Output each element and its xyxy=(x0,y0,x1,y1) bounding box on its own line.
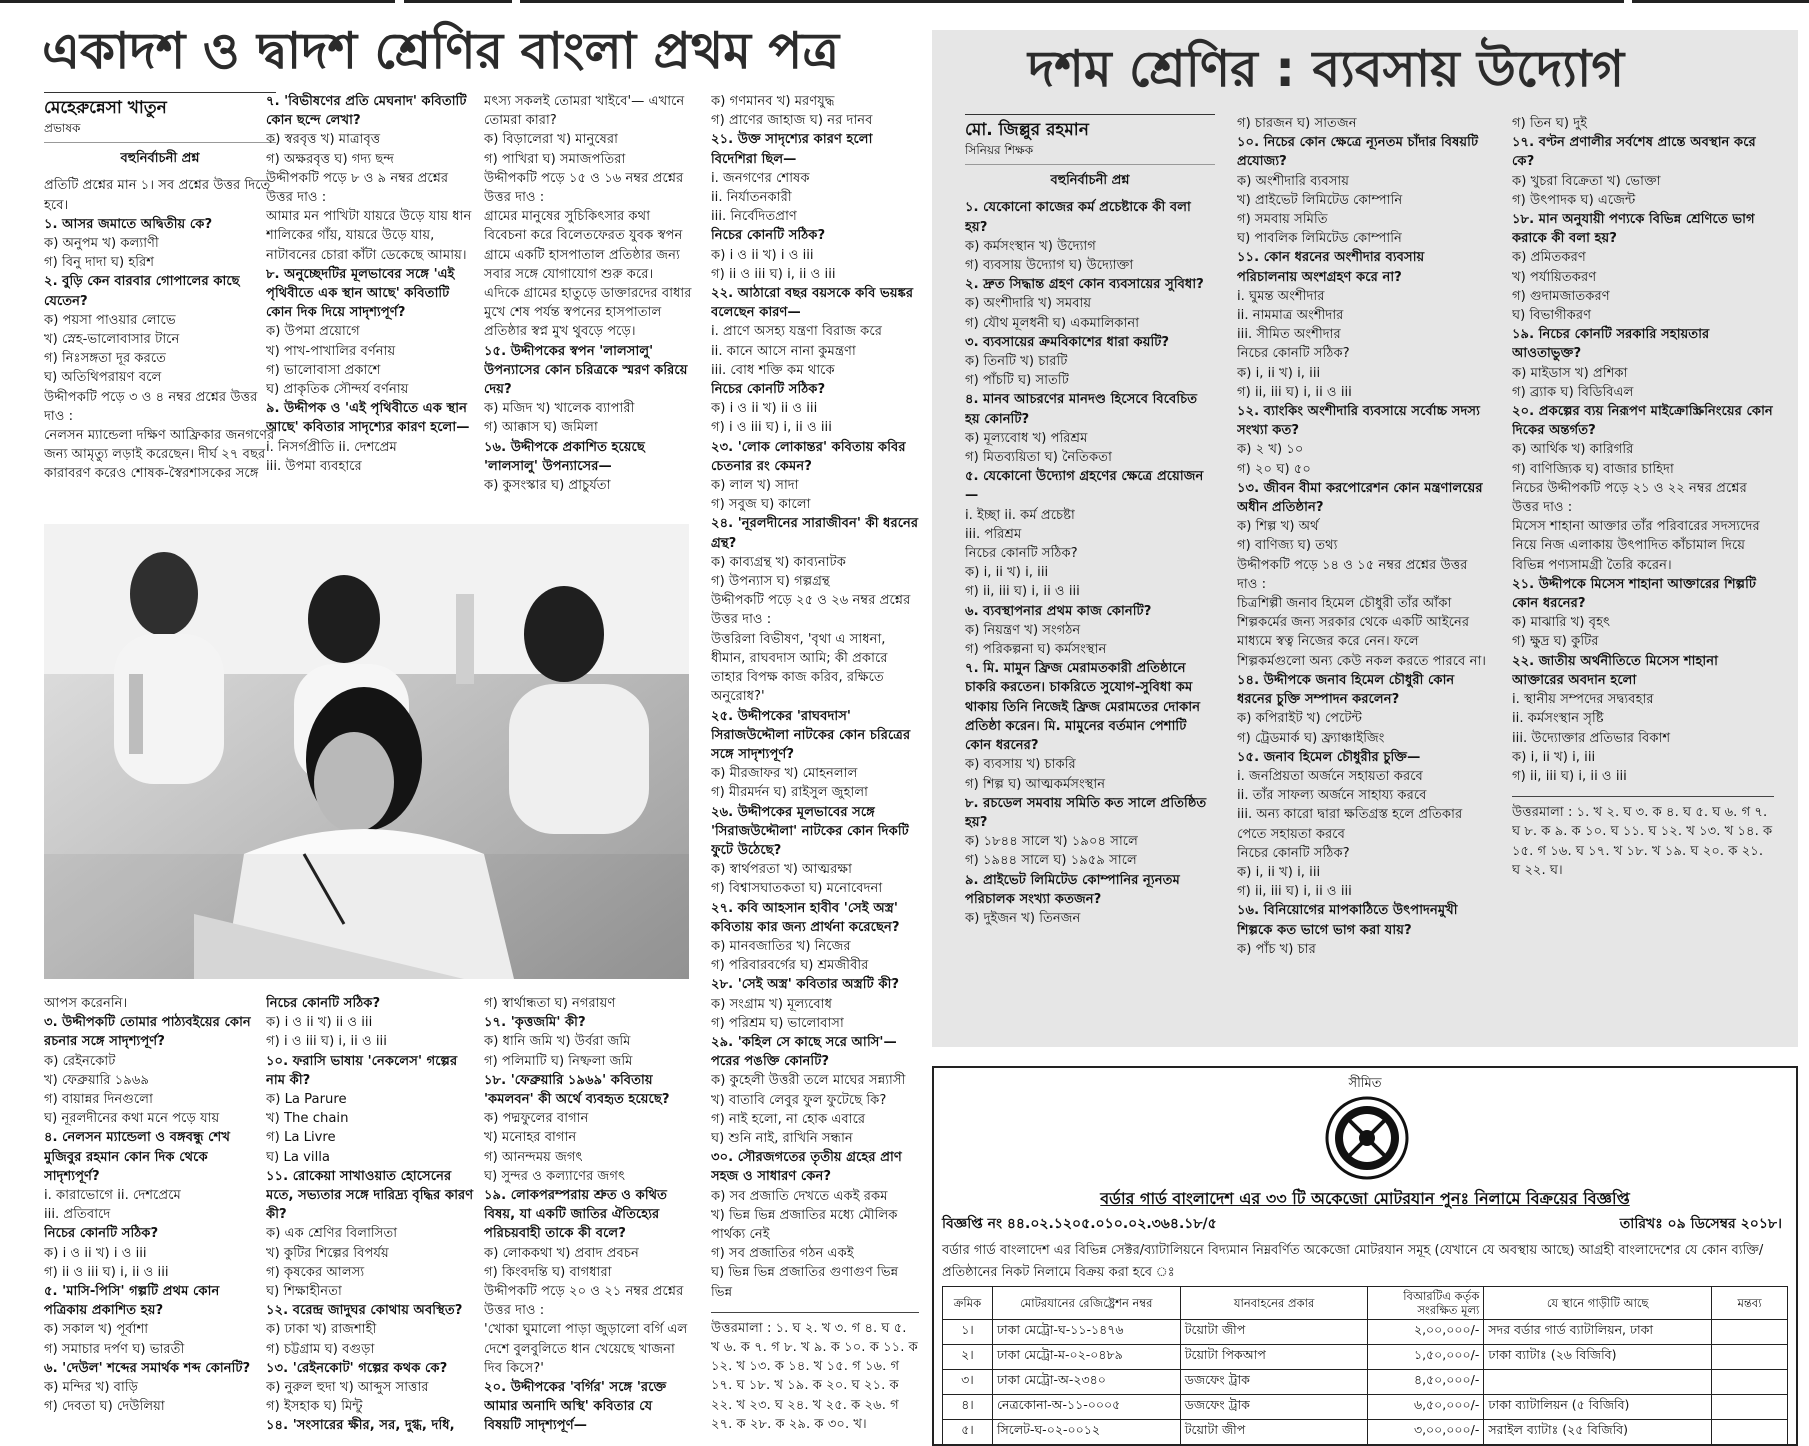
text-line: গ) ব্র্যাক ঘ) বিডিবিএল xyxy=(1512,384,1634,400)
text-line: ii. নামমাত্র অংশীদার xyxy=(1237,308,1344,324)
question-line: ৩. ব্যবসায়ের ক্রমবিকাশের ধারা কয়টি? xyxy=(965,334,1170,350)
text-line: ক) i, ii খ) i, iii xyxy=(1237,864,1321,880)
text-line: গ) পাখিরা ঘ) সমাজপতিরা xyxy=(484,151,626,167)
text-line: গ) সব প্রজাতির গঠন একই xyxy=(711,1246,854,1262)
vehicle-table xyxy=(942,1286,1788,1445)
text-line: গ) ২০ ঘ) ৫০ xyxy=(1237,461,1311,477)
bangla-author-role: প্রভাষক xyxy=(44,119,276,143)
text-line: ক) মাইডাস খ) প্রশিকা xyxy=(1512,365,1628,381)
header-location: যে স্থানে গাড়ীটি আছে xyxy=(1484,1287,1712,1320)
text-line: ক) মজিদ খ) খালেক ব্যাপারী xyxy=(484,401,635,417)
text-line: ক) মীরজাফর খ) মোহনলাল xyxy=(711,766,858,782)
text-line: গ) বায়ান্নর দিনগুলো xyxy=(44,1092,153,1108)
text-line: গ) ক্ষুদ্র ঘ) কুটির xyxy=(1512,634,1599,650)
vehicle-row xyxy=(943,1370,1788,1395)
row-vehicle-type: ডজফেং ট্রাক xyxy=(1180,1395,1368,1420)
question-line: ১৬. উদ্দীপকে প্রকাশিত হয়েছে 'লালসালু' উপন্যাসের— xyxy=(484,439,645,474)
business-column-2 xyxy=(1237,114,1489,1044)
question-line: ১৯. লোকপরম্পরায় শ্রুত ও কথিত বিষয়, যা একটি জাতির ঐতিহ্যের পরিচয়বাহী তাকে কী বলে? xyxy=(484,1188,668,1242)
question-line: ১. যেকোনো কাজের কর্ম প্রচেষ্টাকে কী বলা হয়? xyxy=(965,200,1191,235)
text-line: ক) ২ খ) ১০ xyxy=(1237,442,1304,458)
question-line: ৫. 'মাসি-পিসি' গল্পটি প্রথম কোন পত্রিকায় প্রকাশিত হয়? xyxy=(44,1284,220,1319)
text-line: ক) ঢাকা খ) রাজশাহী xyxy=(266,1322,377,1338)
text-line: গ) চারজন ঘ) সাতজন xyxy=(1237,116,1357,131)
row-price: ২,০০,০০০/- xyxy=(1368,1320,1484,1345)
vehicle-row xyxy=(943,1345,1788,1370)
text-line: খ) পর্যায়িতকরণ xyxy=(1512,269,1597,285)
text-line: গ) ii, iii ঘ) i, ii ও iii xyxy=(1237,384,1352,400)
text-line: খ) পাখ-পাখালির বর্ণনায় xyxy=(266,343,396,359)
text-line: আপস করেননি। xyxy=(44,996,128,1011)
text-line: নিচের কোনটি সঠিক? xyxy=(1237,845,1350,861)
text-line: ঘ) অতিথিপরায়ণ বলে xyxy=(44,370,162,386)
text-line: গ) পাঁচটি ঘ) সাতটি xyxy=(965,373,1069,389)
text-line: খ) ফেব্রুয়ারি ১৯৬৯ xyxy=(44,1072,150,1088)
notice-date: তারিখঃ ০৯ ডিসেম্বর ২০১৮। xyxy=(1619,1216,1782,1232)
question-line: ১৪. 'সংসারের ক্ষীর, সর, দুগ্ধ, দধি, xyxy=(266,1418,455,1434)
text-line: ঘ) শুনি নাই, রাখিনি সন্ধান xyxy=(711,1130,853,1146)
text-line: ক) পাঁচ খ) চার xyxy=(1237,941,1316,957)
question-line: নিচের কোনটি সঠিক? xyxy=(711,382,826,398)
text-line: ক) উপমা প্রয়োগে xyxy=(266,324,360,340)
text-line: ঘ) বিভাগীকরণ xyxy=(1512,308,1592,324)
row-price: ১,৫০,০০০/- xyxy=(1368,1345,1484,1370)
question-line: ২০. উদ্দীপকের 'বর্গির' সঙ্গে 'রক্তে আমার অনাদি অস্থি' কবিতার যে বিষয়টি সাদৃশ্যপূর্ণ— xyxy=(484,1380,667,1434)
text-line: গ) স্বার্থান্ধতা ঘ) নগরায়ণ xyxy=(484,996,616,1011)
text-line: উদ্দীপকটি পড়ে ২৫ ও ২৬ নম্বর প্রশ্নের উত্তর দাও : xyxy=(711,593,911,628)
text-line: চিত্রশিল্পী জনাব হিমেল চৌধুরী তাঁর আঁকা শিল্পকর্মের জন্য সরকার থেকে একটি আইনের মাধ্যমে স্বত্ব নিজের করে নেন। ফলে শিল্পকর্মগুলো অন্য কেউ নকল করতে পারবে না। xyxy=(1237,596,1486,669)
bgb-emblem-icon xyxy=(1323,1094,1411,1182)
question-line: ২৬. উদ্দীপকের মূলভাবের সঙ্গে 'সিরাজউদ্দৌলা' নাটকের কোন দিকটি ফুটে উঠেছে? xyxy=(711,804,909,858)
row-location: সদর বর্ডার গার্ড ব্যাটালিয়ন, ঢাকা xyxy=(1484,1320,1712,1345)
text-line: ক) তিনটি খ) চারটি xyxy=(965,354,1068,370)
vehicle-table-header xyxy=(943,1287,1788,1320)
text-line: ক) স্বরবৃত্ত খ) মাত্রাবৃত্ত xyxy=(266,132,381,148)
row-vehicle-type: টয়োটা জীপ xyxy=(1180,1320,1368,1345)
bangla-column-2-bottom xyxy=(266,994,474,1446)
text-line: ক) পয়সা পাওয়ার লোভে xyxy=(44,312,176,328)
text-line: উদ্দীপকটি পড়ে ১৫ ও ১৬ নম্বর প্রশ্নের উত্তর দাও : xyxy=(484,170,684,206)
bangla-column-3 xyxy=(484,92,692,522)
text-line: গ) বাণিজ্য ঘ) তথ্য xyxy=(1237,538,1338,554)
text-line: গ) নিঃসঙ্গতা দূর করতে xyxy=(44,351,167,367)
question-line: ১৯. নিচের কোনটি সরকারি সহায়তার আওতাভুক্ত? xyxy=(1512,327,1710,362)
row-remarks xyxy=(1712,1395,1788,1420)
text-line: ঘ) শিক্ষাহীনতা xyxy=(266,1284,342,1300)
text-line: গ) আনন্দময় জগৎ xyxy=(484,1149,583,1165)
question-line: ২৩. 'লোক লোকান্তর' কবিতায় কবির চেতনার রং কেমন? xyxy=(711,439,906,474)
text-line: গ) ইসহাক ঘ) মিন্টু xyxy=(266,1399,363,1415)
notice-reference: বিজ্ঞপ্তি নং ৪৪.০২.১২০৫.০১০.০২.৩৬৪.১৮/৫ xyxy=(942,1216,1217,1232)
question-line: ১৪. উদ্দীপকে জনাব হিমেল চৌধুরী কোন ধরনের চুক্তি সম্পাদন করলেন? xyxy=(1237,672,1455,708)
notice-heading: বর্ডার গার্ড বাংলাদেশ এর ৩৩ টি অকেজো মোটরযান পুনঃ নিলামে বিক্রয়ের বিজ্ঞপ্তি xyxy=(1100,1189,1630,1208)
text-line: গ) সবুজ ঘ) কালো xyxy=(711,497,811,513)
question-line: ১০. নিচের কোন ক্ষেত্রে ন্যূনতম চাঁদার বিষয়টি প্রযোজ্য? xyxy=(1237,135,1479,170)
business-author: মো. জিল্লুর রহমান xyxy=(965,114,1215,141)
text-line: ক) সব প্রজাতি দেখতে একই রকম xyxy=(711,1188,888,1204)
text-line: গ) ভালোবাসা প্রকাশে xyxy=(266,362,381,378)
question-line: ২৯. 'কহিল সে কাছে সরে আসি'—পরের পঙক্তি কোনটি? xyxy=(711,1034,897,1070)
question-line: ১৮. 'ফেব্রুয়ারি ১৯৬৯' কবিতায় 'কমলবন' কী অর্থে ব্যবহৃত হয়েছে? xyxy=(484,1072,670,1108)
question-line: ২২. জাতীয় অর্থনীতিতে মিসেস শাহানা আক্তারের অবদান হলো xyxy=(1512,653,1718,688)
text-line: গ) ii ও iii ঘ) i, ii ও iii xyxy=(711,266,836,282)
text-line: ক) অংশীদারি খ) সমবায় xyxy=(965,296,1092,312)
text-line: গ) কৃষকের আলস্য xyxy=(266,1264,365,1280)
business-author-role: সিনিয়র শিক্ষক xyxy=(965,141,1215,165)
header-serial: ক্রমিক xyxy=(943,1287,993,1320)
question-line: ২১. উদ্দীপকে মিসেস শাহানা আক্তারের শিল্পটি কোন ধরনের? xyxy=(1512,576,1757,612)
question-line: নিচের কোনটি সঠিক? xyxy=(44,1226,159,1242)
text-line: ক) খুচরা বিক্রেতা খ) ভোক্তা xyxy=(1512,173,1661,189)
text-line: ক) i ও ii খ) i ও iii xyxy=(44,1245,147,1261)
notice-top-label: সীমিত xyxy=(1348,1076,1382,1091)
bgb-auction-notice xyxy=(932,1066,1798,1446)
text-line: ক) লোককথা খ) প্রবাদ প্রবচন xyxy=(484,1245,639,1261)
text-line: গ) পরিবারবর্গের ঘ) শ্রমজীবীর xyxy=(711,958,869,974)
question-line: নিচের কোনটি সঠিক? xyxy=(711,228,826,244)
text-line: গ) ii, iii ঘ) i, ii ও iii xyxy=(965,584,1080,600)
bangla-column-2 xyxy=(266,92,476,522)
row-serial: ৪। xyxy=(943,1395,993,1420)
answer-key: উত্তরমালা : ১. ঘ ২. খ ৩. গ ৪. ঘ ৫. খ ৬. ক ৭. গ ৮. খ ৯. ক ১০. ক ১১. ক ১২. খ ১৩. ক ১৪. খ ১৫. গ ১৬. গ ১৭. ঘ ১৮. খ ১৯. ক ২০. ঘ ২১. ক ২২. খ ২৩. ঘ ২৪. খ ২৫. ক ২৬. গ ২৭. ক ২৮. ক ২৯. ক ৩০. খ। xyxy=(711,1312,919,1434)
text-line: খ) স্নেহ-ভালোবাসার টানে xyxy=(44,332,180,348)
bangla-section-title: একাদশ ও দ্বাদশ শ্রেণির বাংলা প্রথম পত্র xyxy=(42,22,840,80)
question-line: ১৭. 'কৃত্তজমি' কী? xyxy=(484,1015,586,1031)
text-line: i. নিসর্গপ্রীতি ii. দেশপ্রেম xyxy=(266,439,397,455)
row-serial: ১। xyxy=(943,1320,993,1345)
text-line: ক) সংগ্রাম খ) মূল্যবোধ xyxy=(711,996,832,1012)
text-line: গ) বিশ্বাসঘাতকতা ঘ) মনোবেদনা xyxy=(711,881,883,897)
text-line: ক) পদ্মফুলের বাগান xyxy=(484,1111,589,1127)
text-line: ক) i ও ii খ) i ও iii xyxy=(711,247,814,263)
text-line: ক) i ও ii খ) ii ও iii xyxy=(266,1015,373,1031)
text-line: ক) মূল্যবোধ খ) পরিশ্রম xyxy=(965,430,1088,446)
question-line: ২০. প্রকল্পের ব্যয় নিরূপণ মাইক্রোস্ক্রিনিংয়ের কোন দিকের অন্তর্গত? xyxy=(1512,404,1773,439)
text-line: ক) La Parure xyxy=(266,1092,347,1108)
question-line: ৯. প্রাইভেট লিমিটেড কোম্পানির ন্যূনতম পরিচালক সংখ্যা কতজন? xyxy=(965,872,1180,907)
row-registration: সিলেট-ঘ-০২-০০১২ xyxy=(992,1420,1180,1445)
text-line: i. জনপ্রিয়তা অর্জনে সহায়তা করবে xyxy=(1237,768,1423,784)
text-line: ii. কর্মসংস্থান সৃষ্টি xyxy=(1512,711,1604,727)
text-line: গ) সমাচার দর্পণ ঘ) ভারতী xyxy=(44,1341,185,1357)
text-line: ক) দুইজন খ) তিনজন xyxy=(965,910,1081,926)
bangla-column-1 xyxy=(44,92,276,522)
question-line: ১১. রোকেয়া সাখাওয়াত হোসেনের মতে, সভ্যতার সঙ্গে দারিদ্র্য বৃদ্ধির কারণ কী? xyxy=(266,1168,474,1223)
question-line: ১৬. বিনিয়োগের মাপকাঠিতে উৎপাদনমুখী শিল্পকে কত ভাগে ভাগ করা যায়? xyxy=(1237,903,1458,938)
text-line: ক) স্বার্থপরতা খ) আত্মরক্ষা xyxy=(711,862,852,878)
row-registration: নেত্রকোনা-অ-১১-০০০৫ xyxy=(992,1395,1180,1420)
row-vehicle-type: ডজফেং ট্রাক xyxy=(1180,1370,1368,1395)
text-line: ক) মন্দির খ) বাড়ি xyxy=(44,1380,139,1396)
question-line: ৬. ব্যবস্থাপনার প্রথম কাজ কোনটি? xyxy=(965,603,1152,619)
text-line: iii. সীমিত অংশীদার xyxy=(1237,327,1341,343)
row-remarks xyxy=(1712,1370,1788,1395)
text-line: ঘ) সুন্দর ও কল্যাণের জগৎ xyxy=(484,1168,626,1184)
text-line: উদ্দীপকটি পড়ে ২০ ও ২১ নম্বর প্রশ্নের উত্তর দাও : xyxy=(484,1284,684,1319)
header-vehicle-type: যানবাহনের প্রকার xyxy=(1180,1287,1368,1320)
text-line: গ) i ও iii ঘ) i, ii ও iii xyxy=(711,420,832,436)
business-column-1 xyxy=(965,114,1215,1044)
text-line: গ) বাণিজ্যিক ঘ) বাজার চাহিদা xyxy=(1512,461,1674,477)
vehicle-row xyxy=(943,1395,1788,1420)
question-line: ১৫. উদ্দীপকের স্বপন 'লালসালু' উপন্যাসের কোন চরিত্রকে স্মরণ করিয়ে দেয়? xyxy=(484,343,688,398)
row-vehicle-type: টয়োটা জীপ xyxy=(1180,1420,1368,1445)
text-line: ক) ধানি জমি খ) উর্বরা জমি xyxy=(484,1034,631,1050)
question-line: ৬. 'দেউল' শব্দের সমার্থক শব্দ কোনটি? xyxy=(44,1360,251,1376)
text-line: ক) i, ii খ) i, iii xyxy=(1237,365,1321,381)
text-line: মিসেস শাহানা আক্তার তাঁর পরিবারের সদস্যদের নিয়ে নিজ এলাকায় উৎপাদিত কাঁচামাল দিয়ে বিভিন্ন পণ্যসামগ্রী তৈরি করেন। xyxy=(1512,519,1760,573)
row-location xyxy=(1484,1370,1712,1395)
text-line: ii. তাঁর সাফল্য অর্জনে সাহায্য করবে xyxy=(1237,788,1427,804)
text-line: গ) ট্রেডমার্ক ঘ) ফ্র্যাঞ্চাইজিং xyxy=(1237,730,1385,746)
question-line: ২. বুড়ি কেন বারবার গোপালের কাছে যেতেন? xyxy=(44,274,240,309)
text-line: iii. উপমা ব্যবহারে xyxy=(266,458,362,474)
text-line: ক) i, ii খ) i, iii xyxy=(1512,749,1596,765)
text-line: ক) কপিরাইট খ) পেটেন্ট xyxy=(1237,711,1362,727)
row-serial: ৩। xyxy=(943,1370,993,1395)
text-line: iii. অন্য কারো দ্বারা ক্ষতিগ্রস্ত হলে প্রতিকার পেতে সহায়তা করবে xyxy=(1237,807,1463,842)
text-line: i. ইচ্ছা ii. কর্ম প্রচেষ্টা xyxy=(965,507,1075,523)
text-line: উত্তরিলা বিভীষণ, 'বৃথা এ সাধনা, ধীমান, রাঘবদাস আমি; কী প্রকারে তাহার বিপক্ষ কাজ করিব, রক্ষিতে অনুরোধ?' xyxy=(711,631,888,705)
question-line: ৪. নেলসন ম্যান্ডেলা ও বঙ্গবন্ধু শেখ মুজিবুর রহমান কোন দিক থেকে সাদৃশ্যপূর্ণ? xyxy=(44,1130,230,1184)
text-line: ক) নুরুল হুদা খ) আব্দুস সাত্তার xyxy=(266,1380,429,1396)
text-line: i. স্থানীয় সম্পদের সদ্ব্যবহার xyxy=(1512,692,1654,708)
text-line: ক) প্রমিতকরণ xyxy=(1512,250,1586,266)
text-line: নিচের উদ্দীপকটি পড়ে ২১ ও ২২ নম্বর প্রশ্নের উত্তর দাও : xyxy=(1512,480,1747,516)
question-line: ৩. উদ্দীপকটি তোমার পাঠ্যবইয়ের কোন রচনার সঙ্গে সাদৃশ্যপূর্ণ? xyxy=(44,1015,251,1050)
question-line: ২. দ্রুত সিদ্ধান্ত গ্রহণ কোন ব্যবসায়ের সুবিধা? xyxy=(965,277,1204,293)
row-serial: ২। xyxy=(943,1345,993,1370)
text-line: ক) i, ii খ) i, iii xyxy=(965,565,1049,581)
text-line: গ) i ও iii ঘ) i, ii ও iii xyxy=(266,1034,387,1050)
text-line: ক) গণমানব খ) মরণযুদ্ধ xyxy=(711,94,835,109)
vehicle-row xyxy=(943,1420,1788,1445)
text-line: গ) অক্ষরবৃত্ত ঘ) গদ্য ছন্দ xyxy=(266,151,394,167)
question-line: ১২. ব্যাংকিং অংশীদারি ব্যবসায়ে সর্বোচ্চ সদস্য সংখ্যা কত? xyxy=(1237,404,1480,439)
text-line: গ) নাই হলো, না হোক এবারে xyxy=(711,1111,866,1127)
question-line: ২২. আঠারো বছর বয়সকে কবি ভয়ঙ্কর বলেছেন কারণ— xyxy=(711,286,914,321)
question-line: ১২. বরেন্দ্র জাদুঘর কোথায় অবস্থিত? xyxy=(266,1303,463,1319)
text-line: 'খোকা ঘুমালো পাড়া জুড়ালো বর্গি এল দেশে বুলবুলিতে ধান খেয়েছে খাজনা দিব কিসে?' xyxy=(484,1322,688,1376)
text-line: উদ্দীপকটি পড়ে ৮ ও ৯ নম্বর প্রশ্নের উত্তর দাও : xyxy=(266,170,449,206)
text-line: গ) দেবতা ঘ) দেউলিয়া xyxy=(44,1399,165,1415)
header-registration: মোটরযানের রেজিষ্ট্রেশন নম্বর xyxy=(992,1287,1180,1320)
text-line: খ) প্রাইভেট লিমিটেড কোম্পানি xyxy=(1237,192,1403,208)
row-price: ৬,৫০,০০০/- xyxy=(1368,1395,1484,1420)
text-line: মৎস্য সকলই তোমরা খাইবে'— এখানে তোমরা কারা? xyxy=(484,94,685,129)
question-line: ২৪. 'নূরলদীনের সারাজীবন' কী ধরনের গ্রন্থ? xyxy=(711,516,919,551)
text-line: গ) ii, iii ঘ) i, ii ও iii xyxy=(1512,768,1627,784)
row-remarks xyxy=(1712,1345,1788,1370)
text-line: গ) মিতব্যয়িতা ঘ) নৈতিকতা xyxy=(965,450,1112,466)
business-column-3 xyxy=(1512,114,1774,1044)
text-line: ii. নির্যাতনকারী xyxy=(711,190,792,206)
text-line: ক) অংশীদারি ব্যবসায় xyxy=(1237,173,1350,189)
question-line: ৭. 'বিভীষণের প্রতি মেঘনাদ' কবিতাটি কোন ছন্দে লেখা? xyxy=(266,94,467,129)
notice-body: বর্ডার গার্ড বাংলাদেশ এর বিভিন্ন সেক্টর/ব্যাটালিয়নে বিদ্যমান নিম্নবর্ণিত অকেজো মোটরযান সমূহ (যেখানে যে অবস্থায় আছে) আগ্রহী বাংলাদেশের যে কোন ব্যক্তি/প্রতিষ্ঠানের নিকট নিলামে বিক্রয় করা হবে ঃ xyxy=(942,1243,1764,1280)
text-line: নিচের কোনটি সঠিক? xyxy=(1237,346,1350,362)
row-vehicle-type: টয়োটা পিকআপ xyxy=(1180,1345,1368,1370)
bangla-mcq-heading: বহুনির্বাচনী প্রশ্ন xyxy=(120,151,200,167)
row-remarks xyxy=(1712,1320,1788,1345)
text-line: ঘ) নূরলদীনের কথা মনে পড়ে যায় xyxy=(44,1111,220,1127)
business-mcq-heading: বহুনির্বাচনী প্রশ্ন xyxy=(1050,173,1130,189)
text-line: ক) এক শ্রেণির বিলাসিতা xyxy=(266,1226,398,1242)
text-line: উদ্দীপকটি পড়ে ৩ ও ৪ নম্বর প্রশ্নের উত্তর দাও : xyxy=(44,389,258,424)
text-line: খ) The chain xyxy=(266,1111,349,1127)
text-line: গ) মীরমর্দন ঘ) রাইসুল জুহালা xyxy=(711,785,868,801)
text-line: ক) কুসংস্কার ঘ) প্রাচুর্যতা xyxy=(484,478,611,494)
text-line: গ) যৌথ মূলধনী ঘ) একমালিকানা xyxy=(965,315,1140,331)
text-line: গ) উপন্যাস ঘ) গল্পগ্রন্থ xyxy=(711,574,830,590)
text-line: খ) বাতাবি লেবুর ফুল ফুটেছে কি? xyxy=(711,1092,887,1108)
text-line: গ) ১৯৪৪ সালে ঘ) ১৯৫৯ সালে xyxy=(965,853,1137,869)
text-line: ক) লাল খ) সাদা xyxy=(711,478,799,494)
text-line: উদ্দীপকটি পড়ে ১৪ ও ১৫ নম্বর প্রশ্নের উত্তর দাও : xyxy=(1237,557,1468,592)
text-line: ক) আর্থিক খ) কারিগরি xyxy=(1512,442,1634,458)
text-line: ক) i ও ii খ) ii ও iii xyxy=(711,401,818,417)
answer-key: উত্তরমালা : ১. খ ২. ঘ ৩. ক ৪. ঘ ৫. ঘ ৬. গ ৭. ঘ ৮. ক ৯. ক ১০. ঘ ১১. ঘ ১২. খ ১৩. খ ১৪. ক ১৫. গ ১৬. ঘ ১৭. খ ১৮. খ ১৯. ঘ ২০. ক ২১. ঘ ২২. ঘ। xyxy=(1512,796,1774,880)
top-rule xyxy=(0,0,1809,6)
text-line: ii. কানে আসে নানা কুমন্ত্রণা xyxy=(711,343,856,359)
question-line: ১. আসর জমাতে অদ্বিতীয় কে? xyxy=(44,216,213,232)
text-line: গ) ii ও iii ঘ) i, ii ও iii xyxy=(44,1264,169,1280)
text-line: ক) রেইনকোট xyxy=(44,1053,116,1069)
row-serial: ৫। xyxy=(943,1420,993,1445)
text-line: ক) নিয়ন্ত্রণ খ) সংগঠন xyxy=(965,622,1081,638)
business-section-title: দশম শ্রেণির : ব্যবসায় উদ্যোগ xyxy=(1028,40,1625,98)
text-line: ক) ১৮৪৪ সালে খ) ১৯০৪ সালে xyxy=(965,834,1138,850)
bangla-column-1-bottom xyxy=(44,994,254,1446)
text-line: ক) কুহেলী উত্তরী তলে মাঘের সন্ন্যাসী xyxy=(711,1073,906,1089)
question-line: ১৩. জীবন বীমা করপোরেশন কোন মন্ত্রণালয়ের অধীন প্রতিষ্ঠান? xyxy=(1237,480,1483,516)
text-line: আমার মন পাখিটা যায়রে উড়ে যায় ধান শালিকের গাঁয়, যায়রে উড়ে যায়, নাটাবনের চোরা কাঁটা ডেকেছে আমায়। xyxy=(266,209,472,263)
text-line: গ) সমবায় সমিতি xyxy=(1237,212,1328,228)
question-line: ৪. মানব আচরণের মানদণ্ড হিসেবে বিবেচিত হয় কোনটি? xyxy=(965,392,1198,427)
row-price: ৪,৫০,০০০/- xyxy=(1368,1370,1484,1395)
question-line: ১০. ফরাসি ভাষায় 'নেকলেস' গল্পের নাম কী? xyxy=(266,1053,458,1088)
text-line: গ) পলিমাটি ঘ) নিষ্ফলা জমি xyxy=(484,1053,633,1069)
row-remarks xyxy=(1712,1420,1788,1445)
text-line: গ) প্রাণের জাহাজ ঘ) নর দানব xyxy=(711,113,873,129)
question-line: ৯. উদ্দীপক ও 'এই পৃথিবীতে এক স্থান আছে' কবিতার সাদৃশ্যের কারণ হলো— xyxy=(266,401,470,436)
question-line: ১৮. মান অনুযায়ী পণ্যকে বিভিন্ন শ্রেণিতে ভাগ করাকে কী বলা হয়? xyxy=(1512,212,1755,247)
question-line: ২৮. 'সেই অস্ত্র' কবিতার অস্ত্রটি কী? xyxy=(711,977,899,993)
question-line: ৮. রচডেল সমবায় সমিতি কত সালে প্রতিষ্ঠিত হয়? xyxy=(965,795,1207,830)
text-line: গ) ii, iii ঘ) i, ii ও iii xyxy=(1237,884,1352,900)
header-remarks: মন্তব্য xyxy=(1712,1287,1788,1320)
question-line: ২১. উক্ত সাদৃশ্যের কারণ হলো বিদেশিরা ছিল— xyxy=(711,132,873,167)
text-line: ক) অনুপম খ) কল্যাণী xyxy=(44,236,159,252)
question-line: ১৩. 'রেইনকোট' গল্পের কথক কে? xyxy=(266,1360,448,1376)
text-line: ক) বিড়ালেরা খ) মানুষেরা xyxy=(484,132,618,148)
row-registration: ঢাকা মেট্রো-ঘ-১১-১৪৭৬ xyxy=(992,1320,1180,1345)
text-line: নেলসন ম্যান্ডেলা দক্ষিণ আফ্রিকার জনগণের জন্য আমৃত্যু লড়াই করেছেন। দীর্ঘ ২৭ বছর কারাবরণ করেও শোষক-স্বৈরশাসকের সঙ্গে xyxy=(44,428,275,482)
text-line: ঘ) La villa xyxy=(266,1149,330,1165)
text-line: গ) চট্টগ্রাম ঘ) বগুড়া xyxy=(266,1341,375,1357)
text-line: গ) পরিকল্পনা ঘ) কর্মসংস্থান xyxy=(965,642,1107,658)
text-line: i. কারাভোগে ii. দেশপ্রেমে xyxy=(44,1188,181,1204)
row-location: ঢাকা ব্যাটালিয়ন (৫ বিজিবি) xyxy=(1484,1395,1712,1420)
question-line: ১১. কোন ধরনের অংশীদার ব্যবসায় পরিচালনায় অংশগ্রহণ করে না? xyxy=(1237,250,1425,285)
question-line: ৫. যেকোনো উদ্যোগ গ্রহণের ক্ষেত্রে প্রয়োজন— xyxy=(965,469,1204,504)
question-line: ৩০. সৌরজগতের তৃতীয় গ্রহের প্রাণ সহজ ও সাধারণ কেন? xyxy=(711,1150,902,1185)
text-line: ক) মাঝারি খ) বৃহৎ xyxy=(1512,615,1611,631)
text-line: নিচের কোনটি সঠিক? xyxy=(965,546,1078,562)
text-line: গ) La Livre xyxy=(266,1130,336,1146)
bangla-column-4 xyxy=(711,92,919,1446)
text-line: গ) কিংবদন্তি ঘ) বাগধারা xyxy=(484,1264,612,1280)
row-location: সরাইল ব্যাটাঃ (২৫ বিজিবি) xyxy=(1484,1420,1712,1445)
bangla-column-3-bottom xyxy=(484,994,692,1446)
text-line: ঘ) ভিন্ন ভিন্ন প্রজাতির গুণাগুণ ভিন্ন ভিন্ন xyxy=(711,1265,899,1300)
text-line: ক) সকাল খ) পূর্বাশা xyxy=(44,1322,149,1338)
text-line: গ) তিন ঘ) দুই xyxy=(1512,116,1587,131)
text-line: খ) ভিন্ন ভিন্ন প্রজাতির মধ্যে মৌলিক পার্থক্য নেই xyxy=(711,1207,898,1242)
text-line: খ) কুটির শিল্পের বিপর্যয় xyxy=(266,1245,389,1261)
text-line: iii. বোধ শক্তি কম থাকে xyxy=(711,362,835,378)
text-line: ক) মানবজাতির খ) নিজের xyxy=(711,938,851,954)
text-line: গ) বিনু দাদা ঘ) হরিশ xyxy=(44,255,155,271)
text-line: i. ঘুমন্ত অংশীদার xyxy=(1237,288,1325,304)
question-line: ৮. অনুচ্ছেদটির মূলভাবের সঙ্গে 'এই পৃথিবীতে এক স্থান আছে' কবিতাটি কোন দিক দিয়ে সাদৃশ্যপূর্ণ? xyxy=(266,266,455,321)
text-line: গ্রামের মানুষের সুচিকিৎসার কথা বিবেচনা করে বিলেতফেরত যুবক স্বপন গ্রামে একটি হাসপাতাল প্রতিষ্ঠার জন্য সবার সঙ্গে যোগাযোগ শুরু করে। এদিকে গ্রামের হাতুড়ে ডাক্তারদের বাধার মুখে শেষ পর্যন্ত স্বপনের হাসপাতাল প্রতিষ্ঠার স্বপ্ন মুখ থুবড়ে পড়ে। xyxy=(484,209,692,340)
row-location: ঢাকা ব্যাটাঃ (২৬ বিজিবি) xyxy=(1484,1345,1712,1370)
question-line: ১৫. জনাব হিমেল চৌধুরীর চুক্তি— xyxy=(1237,749,1421,765)
bangla-author: মেহেরুন্নেসা খাতুন xyxy=(44,92,276,119)
vehicle-row xyxy=(943,1320,1788,1345)
text-line: ঘ) পাবলিক লিমিটেড কোম্পানি xyxy=(1237,231,1402,247)
question-line: ১৭. বণ্টন প্রণালীর সর্বশেষ প্রান্তে অবস্থান করে কে? xyxy=(1512,135,1756,170)
text-line: iii. পরিশ্রম xyxy=(965,526,1022,542)
text-line: i. প্রাণে অসহ্য যন্ত্রণা বিরাজ করে xyxy=(711,324,882,340)
question-line: ২৫. উদ্দীপকের 'রাঘবদাস' সিরাজউদ্দৌলা নাটকের কোন চরিত্রের সঙ্গে সাদৃশ্যপূর্ণ? xyxy=(711,708,911,762)
text-line: iii. প্রতিবাদে xyxy=(44,1207,111,1223)
text-line: গ) পরিশ্রম ঘ) ভালোবাসা xyxy=(711,1015,844,1031)
text-line: খ) মনোহর বাগান xyxy=(484,1130,577,1146)
text-line: ক) কর্মসংস্থান খ) উদ্যোগ xyxy=(965,238,1096,254)
exam-students-photo xyxy=(44,524,689,979)
text-line: গ) গুদামজাতকরণ xyxy=(1512,288,1610,304)
text-line: iii. উদ্যোক্তার প্রতিভার বিকাশ xyxy=(1512,730,1671,746)
question-line: ২৭. কবি আহসান হাবীব 'সেই অস্ত্র' কবিতায় কার জন্য প্রার্থনা করেছেন? xyxy=(711,900,900,935)
text-line: ক) শিল্প খ) অর্থ xyxy=(1237,519,1319,535)
question-line: নিচের কোনটি সঠিক? xyxy=(266,996,381,1011)
row-registration: ঢাকা মেট্রো-অ-২৩৪০ xyxy=(992,1370,1180,1395)
text-line: গ) আক্কাস ঘ) জমিলা xyxy=(484,420,598,436)
text-line: ঘ) প্রাকৃতিক সৌন্দর্য বর্ণনায় xyxy=(266,382,409,398)
row-price: ৩,০০,০০০/- xyxy=(1368,1420,1484,1445)
text-line: গ) উৎপাদক ঘ) এজেন্ট xyxy=(1512,192,1636,208)
text-line: গ) শিল্প ঘ) আত্মকর্মসংস্থান xyxy=(965,776,1106,792)
header-price: বিআরটিএ কর্তৃক সংরক্ষিত মূল্য xyxy=(1368,1287,1484,1320)
text-line: i. জনগণের শোষক xyxy=(711,170,810,186)
text-line: প্রতিটি প্রশ্নের মান ১। সব প্রশ্নের উত্তর দিতে হবে। xyxy=(44,178,271,213)
text-line: iii. নির্বেদিতপ্রাণ xyxy=(711,209,797,225)
text-line: গ) ব্যবসায় উদ্যোগ ঘ) উদ্যোক্তা xyxy=(965,258,1134,274)
question-line: ৭. মি. মামুন ফ্রিজ মেরামতকারী প্রতিষ্ঠানে চাকরি করতেন। চাকরিতে সুযোগ-সুবিধা কম থাকায় তিনি নিজেই ফ্রিজ মেরামতের দোকান প্রতিষ্ঠা করেন। মি. মামুনের বর্তমান পেশাটি কোন ধরনের? xyxy=(965,661,1201,754)
text-line: ক) কাব্যগ্রন্থ খ) কাব্যনাটক xyxy=(711,554,846,570)
row-registration: ঢাকা মেট্রো-ম-০২-০৪৮৯ xyxy=(992,1345,1180,1370)
text-line: ক) ব্যবসায় খ) চাকরি xyxy=(965,757,1076,773)
